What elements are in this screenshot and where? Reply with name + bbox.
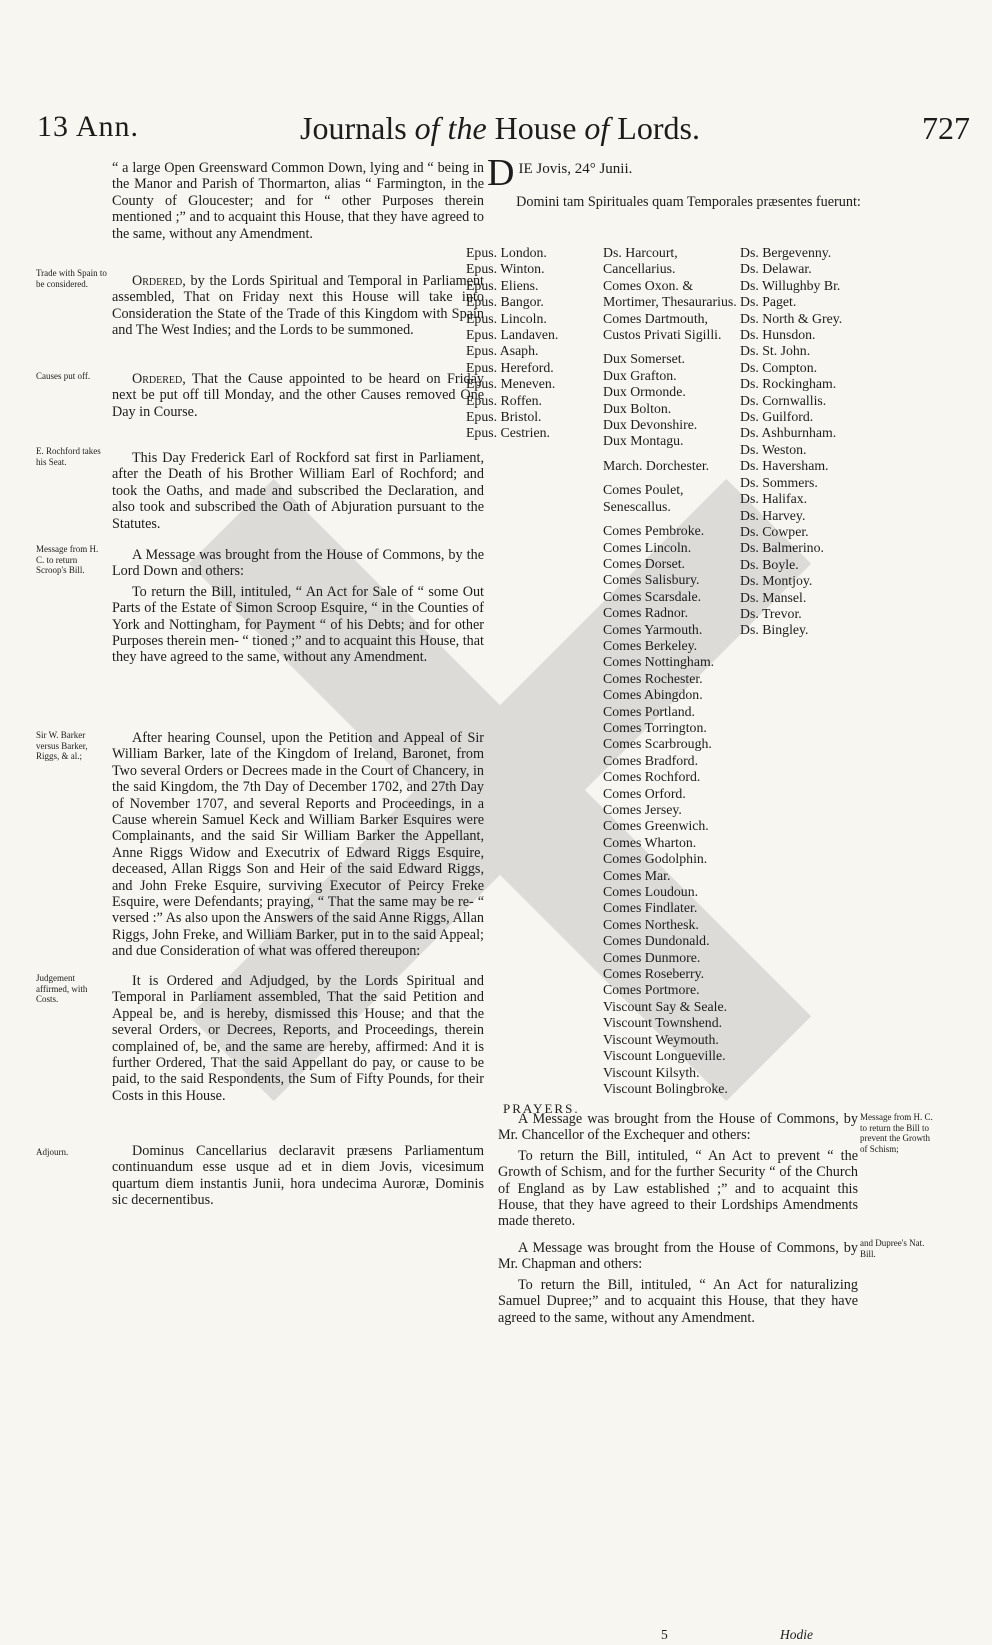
- earl-entry: Comes Pembroke.: [603, 523, 705, 539]
- baron-entry: Ds. Halifax.: [740, 491, 808, 507]
- earl-entry: Comes Mar.: [603, 867, 671, 883]
- earl-entry: Comes Nottingham.: [603, 654, 715, 670]
- title-journals: Journals: [300, 110, 407, 146]
- baron-entry: Ds. Delawar.: [740, 261, 812, 277]
- baron-entry: Ds. North & Grey.: [740, 310, 843, 326]
- earl-entry: Comes Dorset.: [603, 555, 686, 571]
- baron-entry: Ds. Bergevenny.: [740, 245, 832, 260]
- earl-entry: Comes Portmore.: [603, 982, 700, 998]
- baron-entry: Ds. Sommers.: [740, 474, 818, 490]
- prayers-heading: PRAYERS.: [503, 1101, 580, 1116]
- bishop-entry: Epus. Roffen.: [466, 392, 543, 408]
- title-lords: Lords.: [617, 110, 700, 146]
- bishop-entry: Epus. Cestrien.: [466, 425, 550, 441]
- margin-note-causes: Causes put off.: [36, 371, 91, 381]
- regnal-year: 13 Ann.: [37, 110, 140, 143]
- margin-note-barker: Sir W. Barker versus Barker, Riggs, & al.;: [36, 730, 88, 761]
- margin-note-dupree: and Dupree's Nat. Bill.: [860, 1238, 925, 1259]
- message-intro: A Message was brought from the House of Commons, by Mr. Chapman and others:: [498, 1240, 858, 1273]
- earl-entry: Comes Dunmore.: [603, 949, 701, 965]
- title-of: of: [584, 110, 610, 146]
- earl-entry: Comes Torrington.: [603, 719, 707, 735]
- earl-entry: Comes Scarsdale.: [603, 588, 702, 604]
- entry-causes: [112, 371, 484, 420]
- page-header: [0, 110, 992, 146]
- earl-entry: Comes Scarbrough.: [603, 736, 712, 752]
- viscount-entry: Viscount Townshend.: [603, 1015, 723, 1031]
- domini-line: Domini tam Spirituales quam Temporales præsentes fuerunt:: [516, 194, 861, 210]
- earl-entry: Comes Radnor.: [603, 605, 689, 621]
- baron-entry: Ds. Rockingham.: [740, 376, 837, 392]
- entry-trade: [112, 273, 484, 339]
- marquess: March. Dorchester.: [603, 457, 710, 473]
- entry-text: It is Ordered and Adjudged, by the Lords Spiritual and Temporal in Parliament assembled, That the said Petition and Appeal be, and is hereby, dismissed this House; and that the several Orders, or Decrees, Reports, and Proceedings, therein complained of, be, and the same are hereby, affirmed: And it is further Ordered, That the said Appellant do pay, or cause to be paid, to the said Respondents, the Sum of Fifty Pounds, for their Costs in this House.: [112, 973, 484, 1104]
- bishop-entry: Epus. Eliens.: [466, 277, 539, 293]
- bishop-entry: Epus. Meneven.: [466, 376, 556, 392]
- earl-entry: Comes Loudoun.: [603, 884, 699, 900]
- earl-entry: Comes Salisbury.: [603, 572, 700, 588]
- baron-entry: Ds. Trevor.: [740, 605, 802, 621]
- entry-adjourn: [112, 1143, 484, 1209]
- die-heading: [487, 152, 882, 210]
- message-schism: [498, 1111, 858, 1230]
- officer-entry: Ds. Harcourt, Cancellarius.: [603, 245, 678, 277]
- earl-entry: Comes Findlater.: [603, 900, 698, 916]
- earl-entry: Comes Greenwich.: [603, 818, 709, 834]
- duke-entry: Dux Grafton.: [603, 367, 677, 383]
- lords-list: [603, 245, 743, 1097]
- drop-cap: D: [487, 152, 515, 194]
- margin-note-judgement: Judgement affirmed, with Costs.: [36, 973, 88, 1004]
- message-intro: A Message was brought from the House of Commons, by Mr. Chancellor of the Exchequer and others:: [498, 1111, 858, 1144]
- message-dupree: [498, 1240, 858, 1326]
- entry-text: This Day Frederick Earl of Rockford sat first in Parliament, after the Death of his Brother William Earl of Rochford; and took the Oaths, and made and subscribed the Declaration, and also took and subscribed the Oath of Abjuration pursuant to the Statutes.: [112, 450, 484, 532]
- officer-entry: Comes Oxon. & Mortimer, Thesaurarius.: [603, 277, 737, 310]
- baron-entry: Ds. Cornwallis.: [740, 392, 827, 408]
- entry-scroop: [112, 547, 484, 666]
- viscounts-list: [603, 999, 743, 1097]
- duke-entry: Dux Ormonde.: [603, 384, 686, 400]
- earl-entry: Comes Roseberry.: [603, 966, 705, 982]
- viscount-entry: Viscount Longueville.: [603, 1048, 726, 1064]
- earl-entry: Comes Rochester.: [603, 670, 703, 686]
- viscount-entry: Viscount Say & Seale.: [603, 998, 728, 1014]
- dukes-list: [603, 351, 743, 449]
- entry-barker: [112, 730, 484, 960]
- officers-list: [603, 245, 743, 343]
- title-house: House: [494, 110, 577, 146]
- earl-entry: Comes Jersey.: [603, 802, 682, 817]
- entry-rochford: [112, 450, 484, 532]
- baron-entry: Ds. Montjoy.: [740, 573, 813, 589]
- earls-list: [603, 523, 743, 999]
- earl-entry: Comes Lincoln.: [603, 539, 692, 555]
- baron-entry: Ds. Paget.: [740, 294, 797, 310]
- margin-note-schism: Message from H. C. to return the Bill to prevent the Growth of Schism;: [860, 1112, 933, 1154]
- bishop-entry: Epus. Hereford.: [466, 359, 554, 375]
- message-body: To return the Bill, intituled, “ An Act to prevent “ the Growth of Schism, and for the further Security “ of the Church of England as by Law established ;” and to acquaint this House, that they have agreed to their Lordships Amendments made thereto.: [498, 1147, 858, 1230]
- baron-entry: Ds. St. John.: [740, 343, 811, 359]
- earl-entry: Comes Yarmouth.: [603, 621, 703, 637]
- baron-entry: Ds. Ashburnham.: [740, 425, 837, 441]
- viscount-entry: Viscount Bolingbroke.: [603, 1080, 728, 1096]
- continued-text: “ a large Open Greensward Common Down, lying and “ being in the Manor and Parish of Thormarton, alias “ Farmington, in the County of Gloucester; and for “ other Purposes therein mentioned ;” and to acquaint this House, that they have agreed to the same, without any Amendment.: [112, 160, 484, 242]
- earl-entry: Comes Abingdon.: [603, 687, 703, 703]
- bishop-entry: Epus. Bangor.: [466, 294, 544, 310]
- die-date: IE Jovis, 24° Junii.: [518, 161, 633, 177]
- baron-entry: Ds. Compton.: [740, 359, 818, 375]
- viscount-entry: Viscount Weymouth.: [603, 1031, 719, 1047]
- duke-entry: Dux Devonshire.: [603, 417, 698, 433]
- baron-entry: Ds. Haversham.: [740, 458, 829, 474]
- entry-text: Dominus Cancellarius declaravit præsens Parliamentum continuandum esse usque ad et in diem Jovis, vicesimum quartum diem instantis Junii, hora undecima Auroræ, Dominis sic decernentibus.: [112, 1143, 484, 1209]
- earl-entry: Comes Orford.: [603, 785, 686, 801]
- duke-entry: Dux Bolton.: [603, 400, 672, 416]
- message-body: To return the Bill, intituled, “ An Act for naturalizing Samuel Dupree;” and to acquaint this House, that they have agreed to the same, without any Amendment.: [498, 1276, 858, 1326]
- baron-entry: Ds. Boyle.: [740, 556, 799, 572]
- entry-text: A Message was brought from the House of Commons, by the Lord Down and others:: [112, 547, 484, 580]
- viscount-entry: Viscount Kilsyth.: [603, 1064, 700, 1080]
- baron-entry: Ds. Cowper.: [740, 523, 809, 539]
- earl-entry: Comes Godolphin.: [603, 851, 708, 867]
- signature-mark: 5: [661, 1627, 668, 1642]
- earl-entry: Comes Berkeley.: [603, 637, 698, 653]
- duke-entry: Dux Montagu.: [603, 433, 684, 449]
- earl-entry: Comes Dundonald.: [603, 933, 710, 949]
- bishops-list: [466, 245, 558, 442]
- margin-note-scroop: Message from H. C. to return Scroop's Bill.: [36, 544, 99, 575]
- bishop-entry: Epus. London.: [466, 245, 547, 260]
- baron-entry: Ds. Balmerino.: [740, 540, 824, 556]
- steward: Comes Poulet, Senescallus.: [603, 482, 684, 514]
- entry-judgement: [112, 973, 484, 1104]
- bishop-entry: Epus. Asaph.: [466, 343, 539, 359]
- ordered-word: Ordered,: [132, 371, 186, 387]
- margin-note-adjourn: Adjourn.: [36, 1147, 69, 1157]
- left-column: [112, 160, 484, 242]
- margin-note-rochford: E. Rochford takes his Seat.: [36, 446, 101, 467]
- entry-text: After hearing Counsel, upon the Petition and Appeal of Sir William Barker, late of the Kingdom of Ireland, Baronet, from Two several Orders or Decrees made in the Court of Chancery, in the said Kingdom, the 7th Day of December 1702, and 27th Day of November 1707, and several Reports and Proceedings, in a Cause wherein Samuel Keck and William Barker Esquires were Complainants, and the said Sir William Barker the Appellant, Anne Riggs Widow and Executrix of Edward Riggs Esquire, deceased, Allan Riggs Son and Heir of the said Edward Riggs, and John Freke Esquire, surviving Executor of Peircy Freke Esquire, were Defendants; praying, “ That the same may be re- “ versed :” As also upon the Answers of the said Anne Riggs, Allan Riggs, John Freke, and William Barker, put in to the said Appeal; and due Consideration of what was offered thereupon:: [112, 730, 484, 960]
- baron-entry: Ds. Weston.: [740, 441, 807, 457]
- baron-entry: Ds. Harvey.: [740, 507, 806, 523]
- baron-entry: Ds. Willughby Br.: [740, 277, 841, 293]
- earl-entry: Comes Wharton.: [603, 834, 697, 850]
- margin-note-trade: Trade with Spain to be considered.: [36, 268, 107, 289]
- duke-entry: Dux Somerset.: [603, 351, 686, 367]
- catchword: Hodie: [780, 1627, 813, 1642]
- title-of-the: of the: [414, 110, 487, 146]
- earl-entry: Comes Rochford.: [603, 769, 701, 785]
- bishop-entry: Epus. Bristol.: [466, 409, 542, 425]
- earl-entry: Comes Northesk.: [603, 916, 699, 932]
- entry-text-2: To return the Bill, intituled, “ An Act for Sale of “ some Out Parts of the Estate of Simon Scroop Esquire, “ in the Counties of York and Nottingham, for Payment “ of his Debts; and for other Purposes therein men- “ tioned ;” and to acquaint this House, that they have agreed to the same, without any Amendment.: [112, 583, 484, 666]
- earl-entry: Comes Portland.: [603, 703, 695, 719]
- barons-list: [740, 245, 842, 639]
- entry-text: by the Lords Spiritual and Temporal in Parliament assembled, That on Friday next this House will take into Consideration the State of the Trade of this Kingdom with Spain and The West Indies; and the Lords to be summoned.: [112, 273, 484, 339]
- entry-text: That the Cause appointed to be heard on Friday next be put off till Monday, and the other Causes removed One Day in Course.: [112, 371, 484, 420]
- bishop-entry: Epus. Lincoln.: [466, 310, 547, 326]
- baron-entry: Ds. Hunsdon.: [740, 327, 816, 343]
- bishop-entry: Epus. Winton.: [466, 261, 545, 277]
- page-number: 727: [922, 110, 970, 146]
- baron-entry: Ds. Guilford.: [740, 409, 814, 425]
- baron-entry: Ds. Mansel.: [740, 589, 807, 605]
- bishop-entry: Epus. Landaven.: [466, 327, 559, 343]
- officer-entry: Comes Dartmouth, Custos Privati Sigilli.: [603, 310, 722, 343]
- baron-entry: Ds. Bingley.: [740, 622, 809, 638]
- earl-entry: Comes Bradford.: [603, 752, 699, 768]
- ordered-word: Ordered,: [132, 273, 186, 289]
- journal-title: [300, 110, 700, 147]
